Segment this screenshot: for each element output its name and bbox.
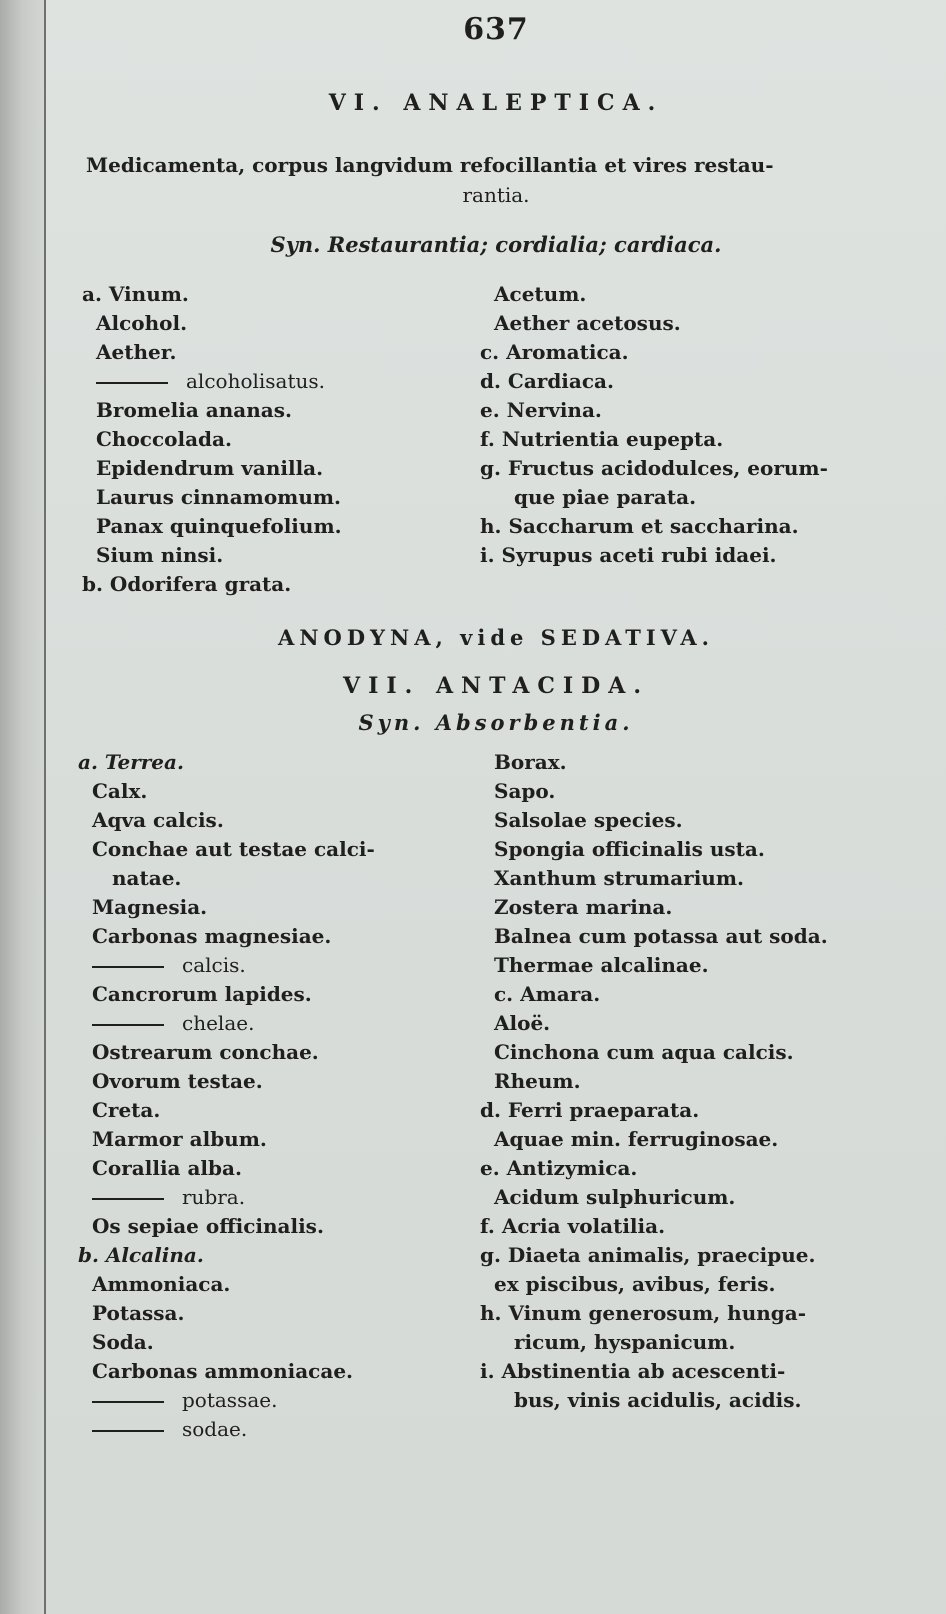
list-item: h. Saccharum et saccharina. [480, 514, 799, 538]
list-item: a. Terrea. [78, 750, 184, 774]
list-item: Marmor album. [92, 1127, 267, 1151]
page-number: 637 [463, 12, 529, 47]
list-item: Xanthum strumarium. [494, 866, 744, 890]
list-item: Aloë. [494, 1011, 551, 1035]
list-item: ex piscibus, avibus, feris. [494, 1272, 776, 1296]
list-item: chelae. [78, 1009, 498, 1038]
analeptica-right-list [480, 280, 900, 570]
list-item: natae. [112, 866, 182, 890]
list-item: Epidendrum vanilla. [96, 456, 324, 480]
ditto-dash [92, 1430, 164, 1432]
list-item: c. Aromatica. [480, 340, 629, 364]
list-item: g. Fructus acidodulces, eorum- [480, 456, 828, 480]
list-item: Choccolada. [96, 427, 232, 451]
list-item: e. Nervina. [480, 398, 602, 422]
list-item: f. Acria volatilia. [480, 1214, 666, 1238]
list-item: Balnea cum potassa aut soda. [494, 924, 828, 948]
synonyms-antacida: Syn. Absorbentia. [358, 710, 634, 735]
list-item: Soda. [92, 1330, 154, 1354]
ditto-dash [92, 1198, 164, 1200]
list-item: h. Vinum generosum, hunga- [480, 1301, 807, 1325]
list-item: i. Syrupus aceti rubi idaei. [480, 543, 777, 567]
book-page [46, 0, 946, 1614]
section-title-antacida: VII. ANTACIDA. [343, 673, 649, 699]
list-item: Cinchona cum aqua calcis. [494, 1040, 794, 1064]
list-item: calcis. [78, 951, 498, 980]
list-item: Potassa. [92, 1301, 185, 1325]
ditto-dash [92, 1024, 164, 1026]
list-item: Corallia alba. [92, 1156, 242, 1180]
section-intro [86, 150, 906, 210]
cross-reference-anodyna: ANODYNA, vide SEDATIVA. [278, 625, 714, 650]
list-item: g. Diaeta animalis, praecipue. [480, 1243, 816, 1267]
ditto-dash [92, 966, 164, 968]
list-item: c. Amara. [494, 982, 601, 1006]
list-item: Sium ninsi. [96, 543, 224, 567]
section-title-analeptica: VI. ANALEPTICA. [328, 90, 664, 116]
list-item: Salsolae species. [494, 808, 683, 832]
list-item: Creta. [92, 1098, 161, 1122]
list-item: Spongia officinalis usta. [494, 837, 765, 861]
list-item: d. Ferri praeparata. [480, 1098, 700, 1122]
list-item: Sapo. [494, 779, 556, 803]
list-item: b. Odorifera grata. [82, 572, 292, 596]
book-spine [0, 0, 46, 1614]
list-item: bus, vinis acidulis, acidis. [514, 1388, 802, 1412]
intro-line-2: rantia. [462, 183, 530, 207]
list-item: Calx. [92, 779, 148, 803]
list-item: i. Abstinentia ab acescenti- [480, 1359, 786, 1383]
list-item: Ostrearum conchae. [92, 1040, 319, 1064]
list-item: Borax. [494, 750, 567, 774]
list-item: Acetum. [494, 282, 587, 306]
list-item: Laurus cinnamomum. [96, 485, 342, 509]
list-item: Carbonas ammoniacae. [92, 1359, 354, 1383]
list-item: alcoholisatus. [82, 367, 482, 396]
list-item: Panax quinquefolium. [96, 514, 342, 538]
ditto-dash [92, 1401, 164, 1403]
list-item: Carbonas magnesiae. [92, 924, 332, 948]
list-item: f. Nutrientia eupepta. [480, 427, 724, 451]
list-item: Magnesia. [92, 895, 208, 919]
list-item: potassae. [78, 1386, 498, 1415]
list-item: Ovorum testae. [92, 1069, 263, 1093]
list-item: Cancrorum lapides. [92, 982, 312, 1006]
list-item: Alcohol. [96, 311, 188, 335]
list-item: Aqva calcis. [92, 808, 224, 832]
list-item: Acidum sulphuricum. [494, 1185, 736, 1209]
list-item: rubra. [78, 1183, 498, 1212]
list-item: ricum, hyspanicum. [514, 1330, 736, 1354]
list-item: d. Cardiaca. [480, 369, 614, 393]
list-item: b. Alcalina. [78, 1243, 204, 1267]
list-item: e. Antizymica. [480, 1156, 638, 1180]
list-item: Rheum. [494, 1069, 581, 1093]
list-item: Bromelia ananas. [96, 398, 292, 422]
ditto-dash [96, 382, 168, 384]
synonyms-analeptica: Syn. Restaurantia; cordialia; cardiaca. [270, 232, 722, 257]
analeptica-left-list [82, 280, 482, 599]
list-item: que piae parata. [514, 485, 697, 509]
list-item: Zostera marina. [494, 895, 673, 919]
list-item: Aether. [96, 340, 177, 364]
list-item: Conchae aut testae calci- [92, 837, 375, 861]
antacida-right-list [480, 748, 910, 1415]
list-item: Ammoniaca. [92, 1272, 231, 1296]
list-item: Aquae min. ferruginosae. [494, 1127, 779, 1151]
list-item: sodae. [78, 1415, 498, 1444]
list-item: Thermae alcalinae. [494, 953, 709, 977]
intro-line-1: Medicamenta, corpus langvidum refocillantia et vires restau- [86, 153, 774, 177]
list-item: a. Vinum. [82, 282, 189, 306]
list-item: Aether acetosus. [494, 311, 681, 335]
antacida-left-list [78, 748, 498, 1444]
list-item: Os sepiae officinalis. [92, 1214, 324, 1238]
